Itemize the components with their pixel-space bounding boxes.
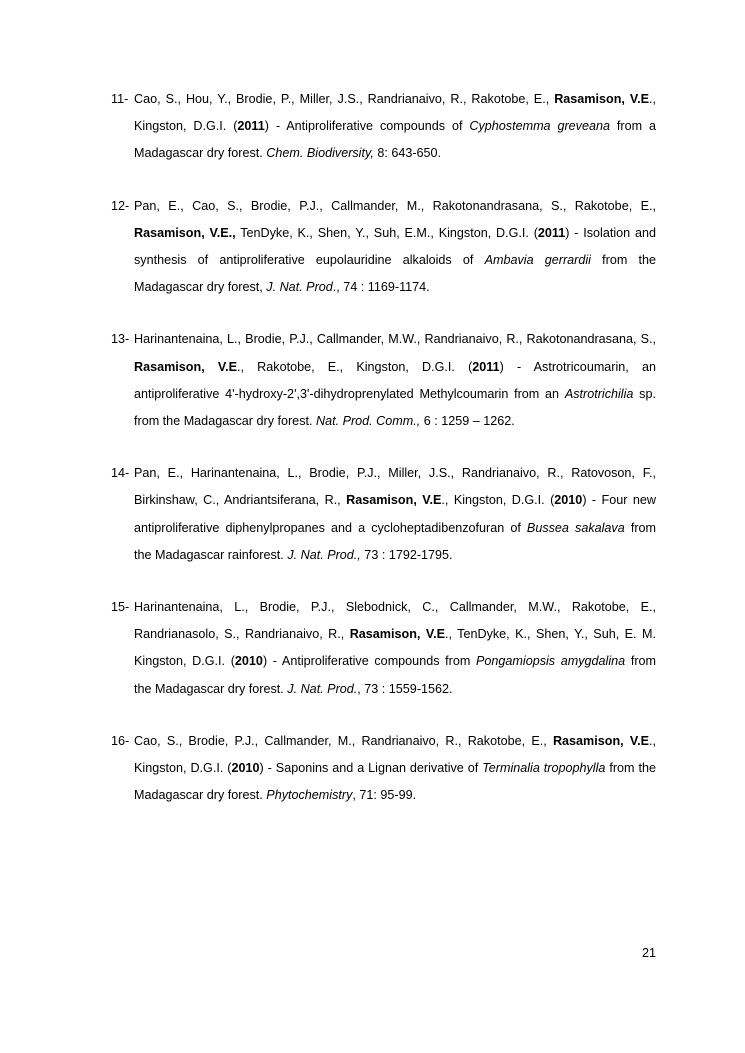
journal-name: Chem. Biodiversity,: [266, 146, 374, 161]
reference-number: 14-: [111, 466, 130, 481]
citation-title: ) - Isolation and synthesis of antiproliferative eupolauridine alkaloids of: [134, 225, 656, 268]
citation-pages: 6 : 1259 – 1262.: [420, 414, 515, 429]
reference-number: 15-: [111, 600, 130, 615]
citation-year: 2011: [472, 359, 500, 374]
citation-text: ., Rakotobe, E., Kingston, D.G.I. (: [237, 359, 473, 374]
reference-text: [134, 326, 656, 435]
species-name: Cyphostemma greveana: [469, 119, 610, 134]
reference-item: [111, 594, 656, 703]
citation-pages: 73 : 1792-1795.: [360, 547, 453, 562]
reference-list: [111, 86, 656, 834]
highlighted-author: Rasamison, V.E: [349, 627, 445, 642]
citation-text: ., Kingston, D.G.I. (: [134, 733, 656, 776]
reference-text: [134, 728, 656, 810]
citation-pages: , 73 : 1559-1562.: [357, 681, 453, 696]
reference-text: [134, 460, 656, 569]
citation-text: from the Madagascar dry forest.: [134, 654, 657, 696]
page-number: 21: [641, 946, 656, 960]
reference-text: [134, 594, 656, 703]
citation-text: sp. from the Madagascar dry forest.: [134, 386, 656, 429]
highlighted-author: Rasamison, V.E: [346, 493, 442, 508]
journal-name: J. Nat. Prod.,: [287, 547, 361, 562]
citation-authors: Harinantenaina, L., Brodie, P.J., Callmander, M.W., Randrianaivo, R., Rakotonandrasana, S.,: [134, 332, 656, 347]
citation-authors: Pan, E., Cao, S., Brodie, P.J., Callmander, M., Rakotonandrasana, S., Rakotobe, E.,: [134, 198, 656, 213]
citation-year: 2011: [537, 225, 566, 240]
citation-text: from the Madagascar dry forest.: [134, 761, 656, 803]
highlighted-author: Rasamison, V.E: [552, 733, 649, 748]
reference-text: [134, 86, 656, 168]
species-name: Astrotrichilia: [564, 386, 634, 401]
citation-title: ) - Astrotricoumarin, an antiproliferative 4'-hydroxy-2',3'-dihydroprenylated Methylcoumarin from an: [134, 359, 656, 401]
citation-text: TenDyke, K., Shen, Y., Suh, E.M., Kingston, D.G.I. (: [235, 225, 538, 240]
highlighted-author: Rasamison, V.E: [554, 92, 649, 106]
citation-text: from the Madagascar rainforest.: [134, 520, 657, 562]
citation-title: ) - Antiproliferative compounds of: [264, 119, 470, 134]
citation-text: ., Kingston, D.G.I. (: [441, 493, 555, 508]
reference-number: 11-: [111, 92, 129, 106]
reference-number: 12-: [111, 198, 130, 213]
citation-year: 2010: [234, 654, 263, 669]
citation-authors: Cao, S., Hou, Y., Brodie, P., Miller, J.S., Randrianaivo, R., Rakotobe, E.,: [134, 92, 555, 106]
citation-pages: , 71: 95-99.: [352, 788, 417, 803]
citation-authors: Pan, E., Harinantenaina, L., Brodie, P.J., Miller, J.S., Randrianaivo, R., Ratovoson, F., Birkinshaw, C., Andriantsiferana, R.,: [134, 466, 656, 508]
citation-authors: Harinantenaina, L., Brodie, P.J., Slebodnick, C., Callmander, M.W., Rakotobe, E., Randrianasolo, S., Randrianaivo, R.,: [134, 600, 656, 642]
journal-name: Phytochemistry: [266, 788, 353, 803]
highlighted-author: Rasamison, V.E.,: [134, 225, 236, 240]
reference-item: [111, 728, 656, 810]
species-name: Bussea sakalava: [526, 520, 625, 535]
reference-item: [111, 460, 656, 569]
journal-name: J. Nat. Prod.: [287, 681, 358, 696]
species-name: Pongamiopsis amygdalina: [476, 654, 626, 669]
citation-pages: ., 74 : 1169-1174.: [332, 280, 430, 295]
citation-title: ) - Antiproliferative compounds from: [262, 654, 476, 669]
reference-number: 13-: [111, 332, 130, 347]
species-name: Terminalia tropophylla: [482, 761, 606, 776]
citation-text: ., Kingston, D.G.I. (: [134, 92, 656, 134]
reference-text: [134, 193, 656, 302]
citation-authors: Cao, S., Brodie, P.J., Callmander, M., Randrianaivo, R., Rakotobe, E.,: [134, 733, 553, 748]
journal-name: J. Nat. Prod: [266, 280, 333, 295]
highlighted-author: Rasamison, V.E: [134, 359, 238, 374]
citation-pages: 8: 643-650.: [373, 146, 442, 161]
citation-year: 2010: [554, 493, 583, 508]
reference-item: [111, 86, 656, 168]
citation-title: ) - Four new antiproliferative diphenylpropanes and a cycloheptadibenzofuran of: [134, 493, 656, 535]
citation-text: from the Madagascar dry forest,: [134, 253, 656, 295]
reference-item: [111, 326, 656, 435]
reference-number: 16-: [111, 733, 130, 748]
citation-year: 2010: [231, 761, 260, 776]
citation-text: from a Madagascar dry forest.: [134, 119, 656, 161]
citation-title: ) - Saponins and a Lignan derivative of: [259, 761, 483, 776]
journal-name: Nat. Prod. Comm.,: [315, 414, 421, 429]
reference-item: [111, 193, 656, 302]
citation-year: 2011: [237, 119, 265, 134]
species-name: Ambavia gerrardii: [484, 253, 591, 268]
citation-text: ., TenDyke, K., Shen, Y., Suh, E. M. Kingston, D.G.I. (: [134, 627, 656, 669]
